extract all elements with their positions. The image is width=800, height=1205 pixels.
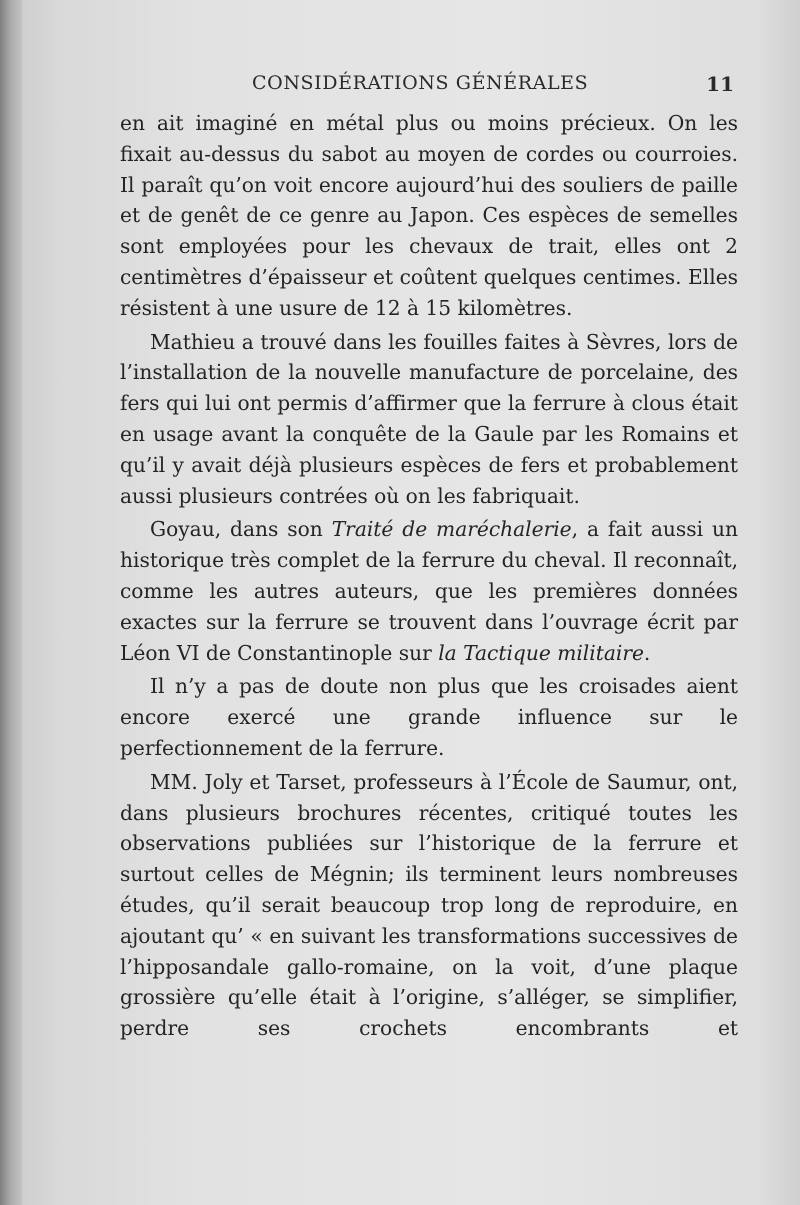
- body-text: [120, 108, 738, 1047]
- paragraph-5: MM. Joly et Tarset, professeurs à l’École de Saumur, ont, dans plusieurs brochures récentes, critiqué toutes les observations publiées sur l’historique de la ferrure et surtout celles de Mégnin; ils terminent leurs nombreuses études, qu’il serait beaucoup trop long de reproduire, en ajoutant qu’ « en suivant les transformations successives de l’hipposandale gallo-romaine, on la voit, d’une plaque grossière qu’elle était à l’origine, s’alléger, se simplifier, perdre ses crochets encombrants et: [120, 769, 738, 1041]
- page-number: 11: [706, 72, 734, 96]
- book-title-tactique: la Tactique militaire: [438, 640, 644, 665]
- paragraph-1: en ait imaginé en métal plus ou moins précieux. On les fixait au-dessus du sabot au moyen de cordes ou courroies. Il paraît qu’on voit encore aujourd’hui des souliers de paille et de genêt de ce genre au Japon. Ces espèces de semelles sont employées pour les chevaux de trait, elles ont 2 centimètres d’épaisseur et coûtent quelques centimes. Elles résistent à une usure de 12 à 15 kilomètres.: [120, 111, 738, 320]
- paragraph-3-after: .: [643, 640, 651, 665]
- running-head: CONSIDÉRATIONS GÉNÉRALES: [252, 72, 589, 94]
- paragraph-3-middle: , a fait aussi un historique très complet de la ferrure du cheval. Il reconnaît, comme les autres auteurs, que les premières données exactes sur la ferrure se trouvent dans l’ouvrage écrit par Léon VI de Constantinople sur: [120, 517, 738, 665]
- paragraph-3: [120, 514, 738, 668]
- book-title-traite: Traité de maréchalerie: [331, 517, 572, 542]
- paragraph-4: Il n’y a pas de doute non plus que les croisades aient encore exercé une grande influence sur le perfectionnement de la ferrure.: [120, 674, 738, 760]
- page-gutter: [0, 0, 22, 1205]
- paragraph-3-before: Goyau, dans son: [150, 517, 332, 542]
- page-header: [120, 62, 740, 102]
- paragraph-2: Mathieu a trouvé dans les fouilles faites à Sèvres, lors de l’installation de la nouvelle manufacture de porcelaine, des fers qui lui ont permis d’affirmer que la ferrure à clous était en usage avant la conquête de la Gaule par les Romains et qu’il y avait déjà plusieurs espèces de fers et probablement aussi plusieurs contrées où on les fabriquait.: [120, 329, 738, 508]
